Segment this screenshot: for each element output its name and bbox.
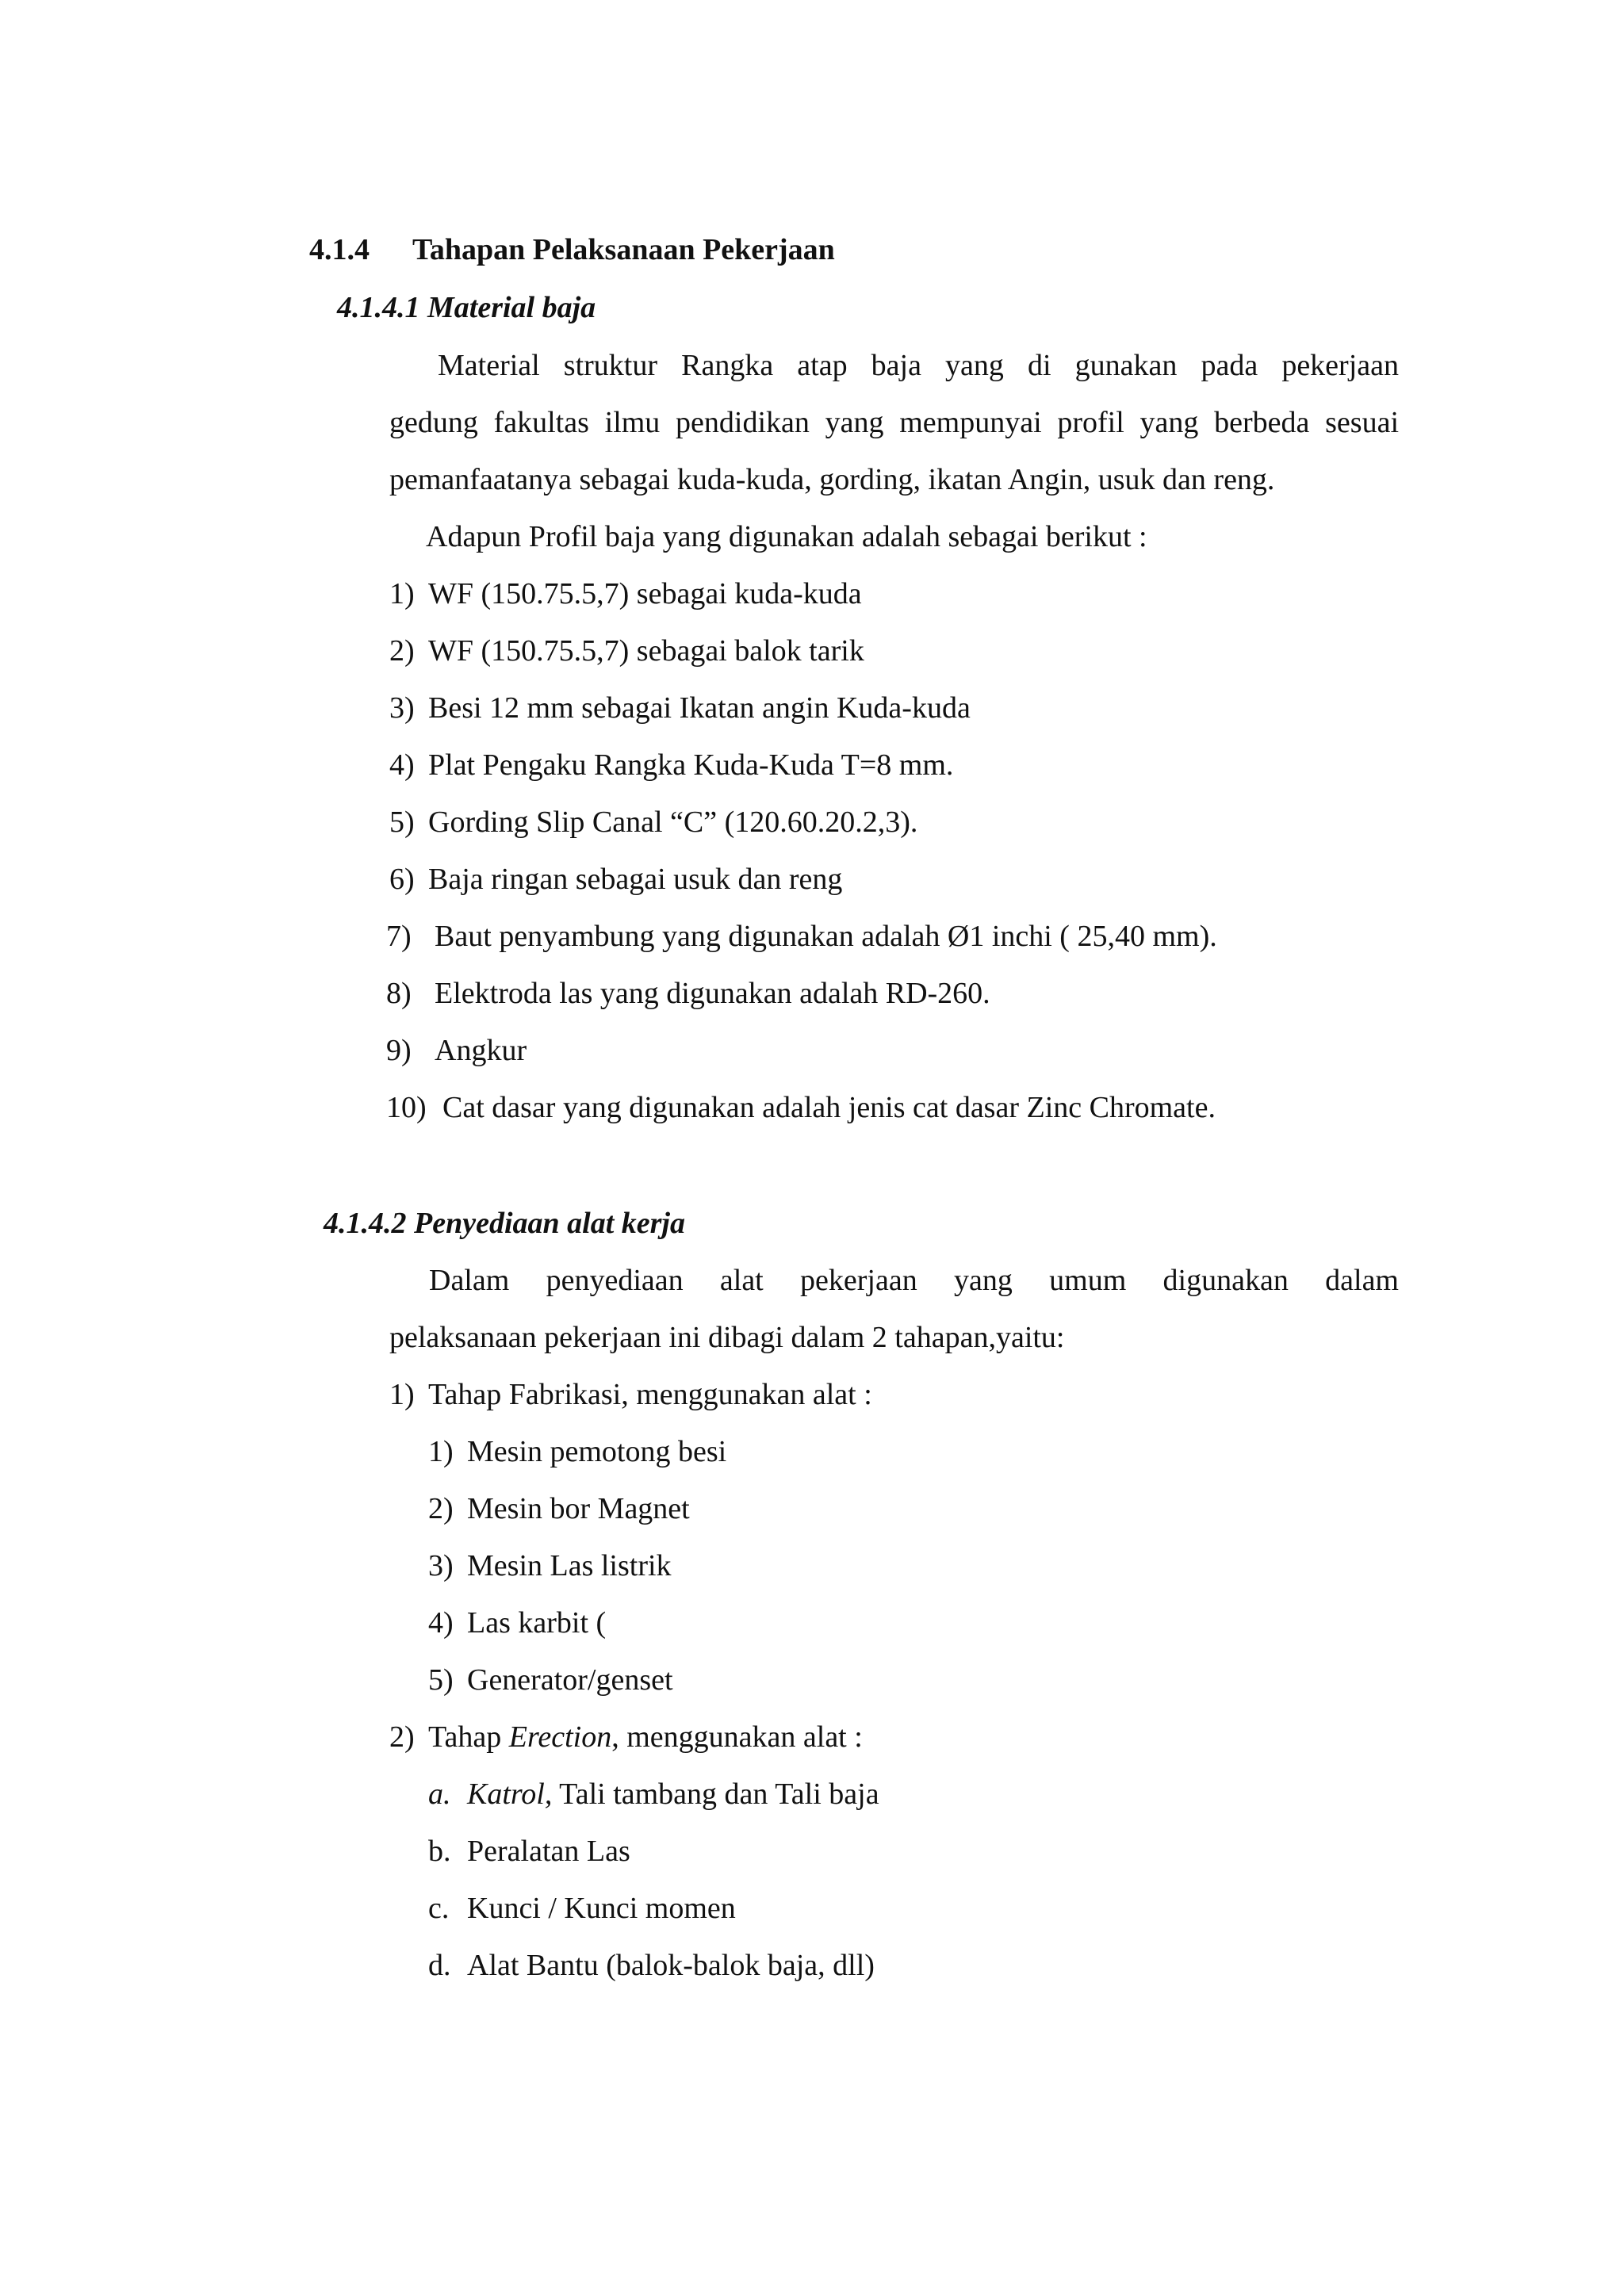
section-number: 4.1.4 xyxy=(309,233,370,266)
list-item-number: 2) xyxy=(428,1492,454,1525)
list-item-number: 3) xyxy=(428,1549,454,1582)
list-item-emphasis: Katrol, xyxy=(467,1777,553,1811)
list-item-number: 1) xyxy=(389,577,415,610)
list-item-number: 5) xyxy=(428,1663,454,1697)
list-item-number: 6) xyxy=(389,863,415,896)
list-item-number: 9) xyxy=(386,1034,412,1067)
list-item: Las karbit ( xyxy=(467,1606,607,1640)
list-item-letter: c. xyxy=(428,1892,450,1925)
list-item-letter: a. xyxy=(428,1777,451,1811)
paragraph-line: gedung fakultas ilmu pendidikan yang mempunyai profil yang berbeda sesuai xyxy=(389,406,1399,439)
list-item-number: 4) xyxy=(389,748,415,782)
list-item-letter: b. xyxy=(428,1835,451,1868)
list-intro: Adapun Profil baja yang digunakan adalah sebagai berikut : xyxy=(426,520,1147,553)
list-item: Baja ringan sebagai usuk dan reng xyxy=(428,863,843,896)
list-item: Besi 12 mm sebagai Ikatan angin Kuda-kuda xyxy=(428,691,971,725)
list-item-number: 8) xyxy=(386,977,412,1010)
stage-emphasis: Erection xyxy=(508,1720,612,1754)
list-item-number: 3) xyxy=(389,691,415,725)
list-item: WF (150.75.5,7) sebagai kuda-kuda xyxy=(428,577,862,610)
list-item: WF (150.75.5,7) sebagai balok tarik xyxy=(428,634,864,668)
paragraph-line: Dalam penyediaan alat pekerjaan yang umum digunakan dalam xyxy=(429,1264,1399,1297)
stage-suffix: , menggunakan alat : xyxy=(611,1720,863,1754)
list-item-number: 5) xyxy=(389,806,415,839)
list-item: Elektroda las yang digunakan adalah RD-260. xyxy=(435,977,990,1010)
subsection-heading-material: 4.1.4.1 Material baja xyxy=(337,291,596,324)
list-item: Mesin Las listrik xyxy=(467,1549,672,1582)
stage-fabrication: Tahap Fabrikasi, menggunakan alat : xyxy=(428,1378,872,1411)
list-item: Mesin bor Magnet xyxy=(467,1492,690,1525)
list-item: Cat dasar yang digunakan adalah jenis cat dasar Zinc Chromate. xyxy=(442,1091,1216,1124)
list-item-text: Tali tambang dan Tali baja xyxy=(552,1777,879,1811)
stage-number: 1) xyxy=(389,1378,415,1411)
list-item-letter: d. xyxy=(428,1949,451,1982)
subsection-heading-tools: 4.1.4.2 Penyediaan alat kerja xyxy=(324,1207,685,1240)
list-item: Peralatan Las xyxy=(467,1835,630,1868)
list-item: Mesin pemotong besi xyxy=(467,1435,727,1468)
list-item: Gording Slip Canal “C” (120.60.20.2,3). xyxy=(428,806,918,839)
list-item-number: 1) xyxy=(428,1435,454,1468)
list-item: Kunci / Kunci momen xyxy=(467,1892,736,1925)
list-item: Generator/genset xyxy=(467,1663,673,1697)
list-item-number: 7) xyxy=(386,920,412,953)
list-item: Baut penyambung yang digunakan adalah Ø1 inchi ( 25,40 mm). xyxy=(435,920,1217,953)
paragraph-line: Material struktur Rangka atap baja yang di gunakan pada pekerjaan xyxy=(438,349,1399,382)
list-item xyxy=(467,1779,879,1809)
section-title: Tahapan Pelaksanaan Pekerjaan xyxy=(412,233,835,266)
stage-erection xyxy=(428,1722,863,1752)
list-item: Plat Pengaku Rangka Kuda-Kuda T=8 mm. xyxy=(428,748,954,782)
stage-number: 2) xyxy=(389,1720,415,1754)
list-item-number: 2) xyxy=(389,634,415,668)
paragraph-line: pemanfaatanya sebagai kuda-kuda, gording, ikatan Angin, usuk dan reng. xyxy=(389,463,1275,496)
list-item: Alat Bantu (balok-balok baja, dll) xyxy=(467,1949,875,1982)
stage-prefix: Tahap xyxy=(428,1720,509,1754)
list-item: Angkur xyxy=(435,1034,527,1067)
list-item-number: 10) xyxy=(386,1091,427,1124)
paragraph-line: pelaksanaan pekerjaan ini dibagi dalam 2 tahapan,yaitu: xyxy=(389,1321,1065,1354)
list-item-number: 4) xyxy=(428,1606,454,1640)
